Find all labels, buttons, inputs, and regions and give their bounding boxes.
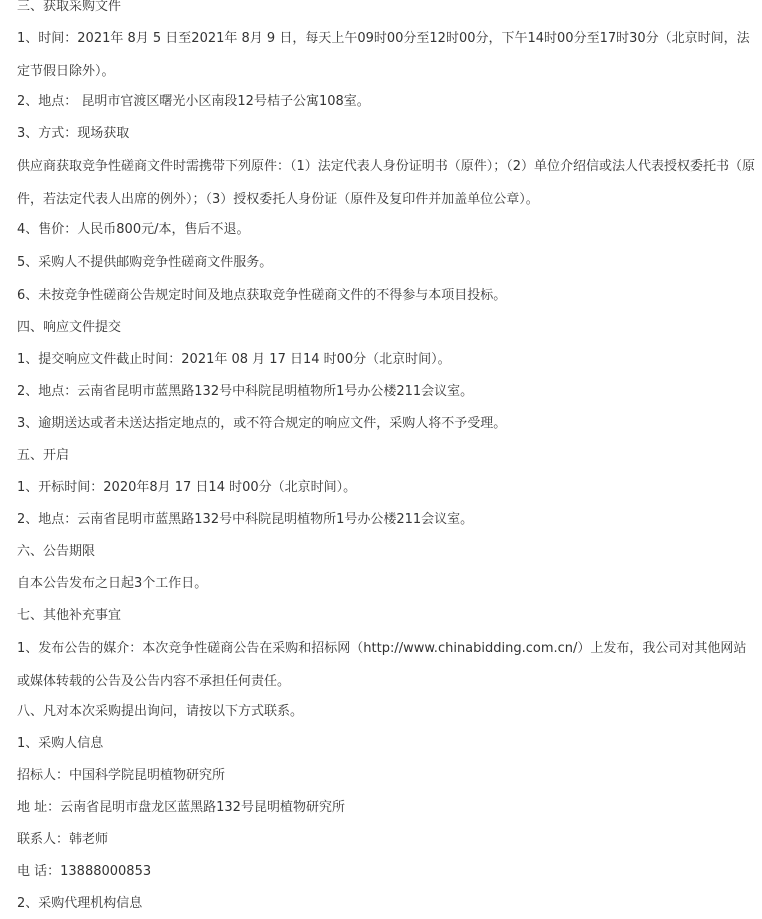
- required-documents-paragraph: 供应商获取竞争性磋商文件时需携带下列原件：（1）法定代表人身份证明书（原件）；（2）单位介绍信或法人代表授权委托书（原件，若法定代表人出席的例外）；（3）授权委托人身份证（原件及复印件并加盖单位公章）。: [17, 159, 756, 207]
- buyer-name: 招标人：中国科学院昆明植物研究所: [17, 768, 226, 783]
- agency-info-title: 2、采购代理机构信息: [17, 896, 143, 911]
- price-paragraph: 4、售价：人民币800元/本，售后不退。: [17, 222, 250, 237]
- obtain-method-paragraph: 3、方式：现场获取: [17, 126, 130, 141]
- opening-time-paragraph: 1、开标时间：2020年8月 17 日14 时00分（北京时间）。: [17, 480, 357, 495]
- section-heading-contact: 八、凡对本次采购提出询问，请按以下方式联系。: [17, 704, 304, 719]
- section-heading-announcement-period: 六、公告期限: [17, 544, 96, 559]
- not-obtained-paragraph: 6、未按竞争性磋商公告规定时间及地点获取竞争性磋商文件的不得参与本项目投标。: [17, 288, 507, 303]
- buyer-contact-person: 联系人：韩老师: [17, 832, 109, 847]
- publication-media-text-after: ）上发布，我公司对其他网站或媒体转载的公告及公告内容不承担任何责任。: [17, 641, 747, 689]
- opening-place-paragraph: 2、地点：云南省昆明市蓝黑路132号中科院昆明植物所1号办公楼211会议室。: [17, 512, 474, 527]
- submission-deadline-paragraph: 1、提交响应文件截止时间：2021年 08 月 17 日14 时00分（北京时间）。: [17, 352, 451, 367]
- no-mail-order-paragraph: 5、采购人不提供邮购竞争性磋商文件服务。: [17, 255, 273, 270]
- buyer-info-title: 1、采购人信息: [17, 736, 104, 751]
- obtain-time-paragraph: 1、时间：2021年 8月 5 日至2021年 8月 9 日，每天上午09时00分至12时00分，下午14时00分至17时30分（北京时间，法定节假日除外）。: [17, 31, 750, 79]
- section-heading-opening: 五、开启: [17, 448, 70, 463]
- buyer-address: 地 址：云南省昆明市盘龙区蓝黑路132号昆明植物研究所: [17, 800, 345, 815]
- section-heading-other-matters: 七、其他补充事宜: [17, 608, 122, 623]
- obtain-place-paragraph: 2、地点： 昆明市官渡区曙光小区南段12号桔子公寓108室。: [17, 94, 370, 109]
- section-heading-response-submission: 四、响应文件提交: [17, 320, 122, 335]
- announcement-period-paragraph: 自本公告发布之日起3个工作日。: [17, 576, 208, 591]
- submission-place-paragraph: 2、地点：云南省昆明市蓝黑路132号中科院昆明植物所1号办公楼211会议室。: [17, 384, 474, 399]
- chinabidding-link[interactable]: http://www.chinabidding.com.cn/: [363, 641, 578, 656]
- late-submission-paragraph: 3、逾期送达或者未送达指定地点的，或不符合规定的响应文件，采购人将不予受理。: [17, 416, 507, 431]
- buyer-phone: 电 话：13888000853: [17, 864, 152, 879]
- publication-media-text-before: 1、发布公告的媒介：本次竞争性磋商公告在采购和招标网（: [17, 641, 364, 656]
- section-heading-obtain-documents: 三、获取采购文件: [17, 0, 122, 14]
- publication-media-paragraph: [17, 632, 757, 698]
